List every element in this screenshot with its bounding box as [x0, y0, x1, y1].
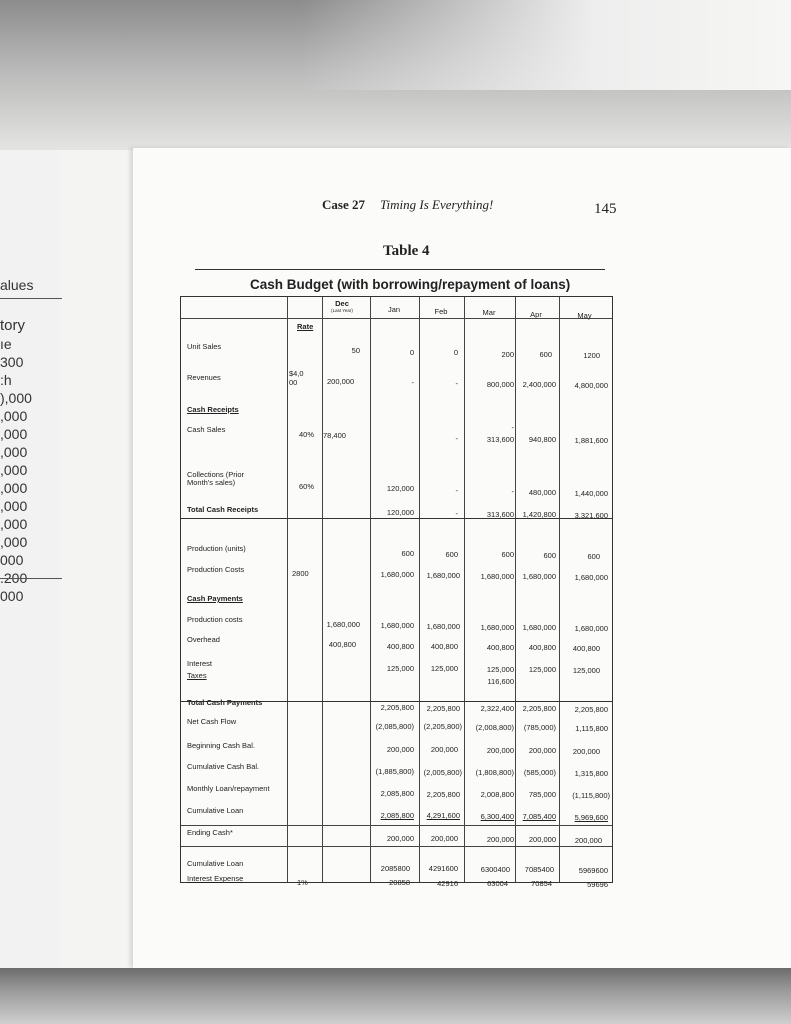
cell: 1,420,800 — [522, 510, 556, 519]
cell: 5969600 — [578, 866, 608, 875]
row-label: Unit Sales — [187, 342, 222, 351]
fragment-line: tory — [0, 317, 26, 334]
cell: 600 — [401, 549, 414, 558]
cell: 2,085,800 — [380, 789, 414, 798]
budget-title: Cash Budget (with borrowing/repayment of loans) — [250, 277, 571, 292]
col-header-jan: Jan — [387, 305, 401, 314]
cell: 200,000 — [486, 746, 514, 755]
cell: 1,680,000 — [574, 573, 608, 582]
fragment-line: ,000 — [0, 498, 28, 514]
row-label: Overhead — [187, 635, 220, 644]
cell: 200,000 — [386, 834, 414, 843]
cell: (1,115,800) — [572, 791, 610, 800]
cell: (585,000) — [523, 768, 556, 777]
cell: 116,600 — [487, 677, 514, 686]
row-label: Production costs — [187, 615, 243, 624]
cell: 59696 — [587, 880, 608, 889]
cell: 78,400 — [323, 431, 346, 440]
scan-shadow-bottom — [0, 968, 791, 1024]
col-header-rate: Rate — [297, 322, 314, 331]
cell: 200,000 — [574, 836, 602, 845]
col-header-dec-sub: (Last Year) — [331, 308, 353, 313]
cell: - — [455, 379, 458, 388]
cell: 313,600 — [486, 510, 514, 519]
cell: 400,800 — [328, 640, 356, 649]
cell: 400,800 — [572, 644, 600, 653]
cell: 120,000 — [386, 484, 414, 493]
cell: 1,680,000 — [426, 622, 460, 631]
cell: 1,680,000 — [522, 623, 556, 632]
row-label: Cumulative Loan — [187, 806, 244, 815]
col-divider — [322, 297, 323, 882]
cell: 125,000 — [386, 664, 414, 673]
rate-cell: 40% — [299, 430, 315, 439]
cell: (2,205,800) — [423, 722, 462, 731]
cell: 1,680,000 — [380, 570, 414, 579]
row-label: Total Cash Payments — [187, 698, 263, 707]
cell: 600 — [543, 551, 556, 560]
cell: 1,115,800 — [575, 724, 608, 733]
rate-cell: 2800 — [292, 569, 309, 578]
cell: 1,680,000 — [522, 572, 556, 581]
cell: 4,800,000 — [574, 381, 608, 390]
cell: 125,000 — [528, 665, 556, 674]
cell: 6300400 — [480, 865, 510, 874]
fragment-line: .200 — [0, 570, 28, 586]
row-label: Production Costs — [187, 565, 245, 574]
cell: 1200 — [583, 351, 600, 360]
col-header-feb: Feb — [434, 307, 448, 316]
header-rule — [195, 269, 605, 270]
cell: 800,000 — [486, 380, 514, 389]
cell: 313,600 — [486, 435, 514, 444]
cell: 600 — [587, 552, 600, 561]
row-label: Interest Expense — [187, 874, 244, 883]
rate-cell: 00 — [289, 378, 298, 387]
cell: 200,000 — [430, 834, 458, 843]
cell: 2,085,800 — [380, 811, 414, 820]
fragment-line: ,000 — [0, 516, 28, 532]
row-label: Cumulative Cash Bal. — [187, 762, 260, 771]
cell: - — [455, 434, 458, 443]
scan-highlight — [300, 0, 791, 90]
col-header-apr: Apr — [530, 310, 542, 319]
cell: 0 — [409, 348, 414, 357]
cell: (1,808,800) — [475, 768, 514, 777]
cell: 480,000 — [528, 488, 556, 497]
cell: 200 — [501, 350, 514, 359]
col-divider — [287, 297, 288, 882]
cell: 200,000 — [528, 746, 556, 755]
cell: 6,300,400 — [480, 812, 514, 821]
cell: 0 — [453, 348, 458, 357]
cell: 1,680,000 — [574, 624, 608, 633]
row-label: Beginning Cash Bal. — [187, 741, 255, 750]
row-divider — [181, 846, 612, 847]
cell: 785,000 — [528, 790, 556, 799]
fragment-line: 000 — [0, 552, 24, 568]
fragment-line: ıe — [0, 336, 12, 352]
row-label: Monthly Loan/repayment — [187, 784, 270, 793]
section-heading: Cash Payments — [187, 594, 243, 603]
cell: (2,085,800) — [375, 722, 414, 731]
cell: 2,205,800 — [522, 704, 556, 713]
cell: 2,205,800 — [426, 790, 460, 799]
table-title: Table 4 — [383, 243, 430, 259]
cell: 20858 — [389, 878, 410, 887]
fragment-line: ,000 — [0, 444, 28, 460]
cell: 1,680,000 — [426, 571, 460, 580]
cell: 4291600 — [428, 864, 458, 873]
col-header-may: May — [577, 311, 592, 320]
cell: 600 — [445, 550, 458, 559]
cell: 400,800 — [430, 642, 458, 651]
cell: 2,400,000 — [522, 380, 556, 389]
row-label: Net Cash Flow — [187, 717, 237, 726]
cell: 2,205,800 — [574, 705, 608, 714]
cell: 7085400 — [524, 865, 554, 874]
row-label: Ending Cash* — [187, 828, 233, 837]
fragment-heading: alues — [0, 276, 62, 299]
page-number: 145 — [594, 201, 617, 217]
cell: 200,000 — [430, 745, 458, 754]
row-label: Cash Sales — [187, 425, 226, 434]
fragment-line: ),000 — [0, 390, 32, 406]
cell: 400,800 — [386, 642, 414, 651]
cell: 1,315,800 — [574, 769, 608, 778]
fragment-line: 300 — [0, 354, 24, 370]
fragment-divider — [0, 578, 62, 579]
row-label: Collections (Prior — [187, 470, 245, 479]
col-header-mar: Mar — [482, 308, 496, 317]
cell: 125,000 — [430, 664, 458, 673]
cell: 3,321,600 — [574, 511, 608, 520]
cell: 1,680,000 — [326, 620, 360, 629]
cell: 200,000 — [528, 835, 556, 844]
cell: 1,440,000 — [574, 489, 608, 498]
cell: 42916 — [437, 879, 458, 888]
cell: 600 — [539, 350, 552, 359]
cell: - — [511, 423, 514, 432]
cell: 125,000 — [572, 666, 600, 675]
fragment-line: ,000 — [0, 426, 28, 442]
fragment-line: :h — [0, 372, 12, 388]
cell: 1,680,000 — [480, 623, 514, 632]
cell: 200,000 — [327, 377, 355, 386]
fragment-line: ,000 — [0, 408, 28, 424]
row-label: Revenues — [187, 373, 221, 382]
cell: 600 — [501, 550, 514, 559]
cell: 63004 — [487, 879, 508, 888]
cell: 1,881,600 — [574, 436, 608, 445]
cell: 2,205,800 — [380, 703, 414, 712]
fragment-line: ,000 — [0, 534, 28, 550]
previous-page-fragment — [0, 276, 62, 605]
cell: 2,205,800 — [426, 704, 460, 713]
row-label: Cumulative Loan — [187, 859, 244, 868]
cell: 200,000 — [572, 747, 600, 756]
row-label: Taxes — [187, 671, 207, 680]
col-header-dec: Dec — [335, 299, 349, 308]
cell: 125,000 — [486, 665, 514, 674]
fragment-line: ,000 — [0, 462, 28, 478]
section-heading: Cash Receipts — [187, 405, 239, 414]
row-label: Total Cash Receipts — [187, 505, 259, 514]
cell: 400,800 — [528, 643, 556, 652]
cell: 120,000 — [386, 508, 414, 517]
cell: 1,680,000 — [380, 621, 414, 630]
cell: 2,008,800 — [480, 790, 514, 799]
cell: 1,680,000 — [480, 572, 514, 581]
cell: - — [455, 486, 458, 495]
cell: 7,085,400 — [522, 812, 556, 821]
cell: 5,969,600 — [574, 813, 608, 822]
case-number: Case 27 — [322, 197, 365, 212]
cell: (2,008,800) — [475, 723, 514, 732]
row-label: Interest — [187, 659, 213, 668]
cell: 2,322,400 — [480, 704, 514, 713]
cell: 200,000 — [486, 835, 514, 844]
fragment-line: ,000 — [0, 480, 28, 496]
cell: 50 — [351, 346, 360, 355]
cell: 70854 — [531, 879, 552, 888]
cell: 400,800 — [486, 643, 514, 652]
cell: 200,000 — [386, 745, 414, 754]
row-divider — [181, 825, 612, 826]
row-label: Month's sales) — [187, 478, 236, 487]
fragment-line: 000 — [0, 588, 24, 604]
cell: 940,800 — [528, 435, 556, 444]
case-title: Timing Is Everything! — [380, 197, 494, 212]
cell: 4,291,600 — [426, 811, 460, 820]
cell: (2,005,800) — [423, 768, 462, 777]
rate-cell: 60% — [299, 482, 315, 491]
cell: (1,885,800) — [375, 767, 414, 776]
cell: - — [411, 378, 414, 387]
cell: 2085800 — [380, 864, 410, 873]
rate-cell: 1% — [297, 878, 308, 887]
cell: (785,000) — [523, 723, 556, 732]
cell: - — [511, 487, 514, 496]
cell: - — [455, 509, 458, 518]
rate-cell: $4,0 — [289, 369, 304, 378]
row-label: Production (units) — [187, 544, 246, 553]
